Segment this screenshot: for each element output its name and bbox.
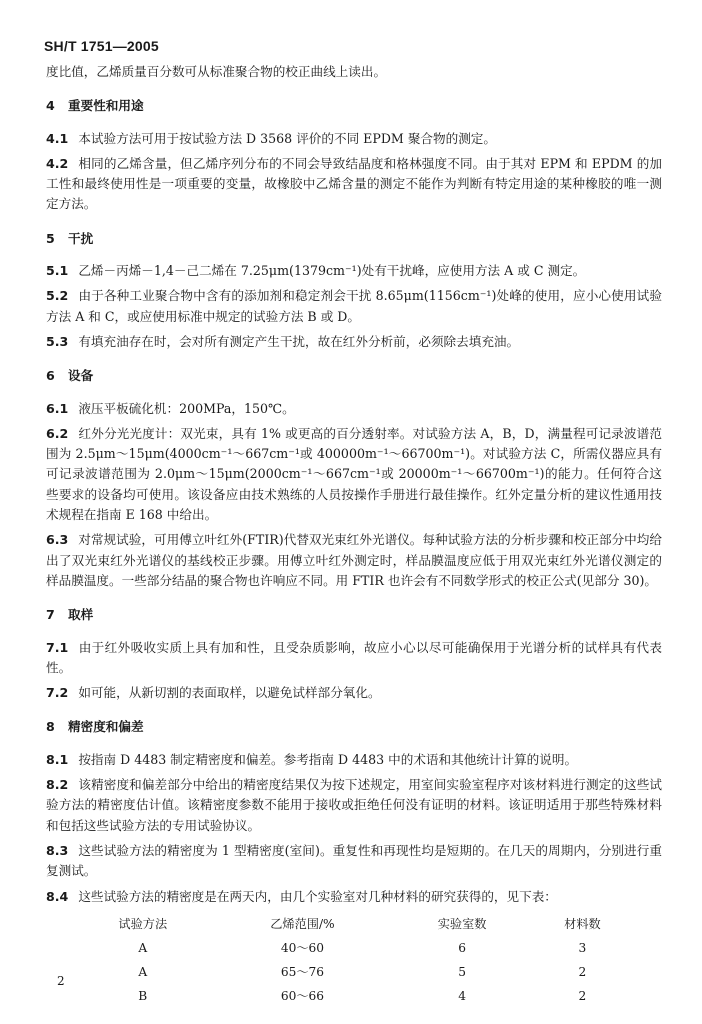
clause-8-1 [46, 750, 662, 770]
table-row [74, 984, 634, 1008]
table-row [74, 936, 634, 960]
clause-number: 5.3 [46, 333, 69, 349]
clause-number: 6.1 [46, 400, 69, 416]
clause-8-3 [46, 841, 662, 882]
clause-text: 按指南 D 4483 制定精密度和偏差。参考指南 D 4483 中的术语和其他统计计算的说明。 [78, 751, 578, 767]
clause-text: 由于红外吸收实质上具有加和性，且受杂质影响，故应小心以尽可能确保用于光谱分析的试样具有代表性。 [46, 639, 662, 675]
clause-7-1 [46, 638, 662, 679]
clause-number: 5.2 [46, 288, 69, 304]
precision-table [74, 912, 634, 1008]
clause-text: 液压平板硫化机：200MPa，150℃。 [78, 400, 295, 416]
clause-6-2 [46, 424, 662, 525]
section-number: 5 [46, 230, 55, 246]
clause-number: 8.2 [46, 777, 69, 793]
table-row [74, 960, 634, 984]
section-title: 精密度和偏差 [68, 719, 144, 735]
section-number: 8 [46, 719, 55, 735]
clause-5-3 [46, 332, 662, 352]
clause-text: 这些试验方法的精密度是在两天内，由几个实验室对几种材料的研究获得的，见下表： [78, 888, 557, 904]
section-4-heading [46, 96, 662, 116]
clause-text: 这些试验方法的精密度为 1 型精密度(室间)。重复性和再现性均是短期的。在几天的周期内，分别进行重复测试。 [46, 842, 662, 879]
table-header-row [74, 912, 634, 936]
table-header-cell: 材料数 [564, 916, 601, 931]
table-cell: 60～66 [280, 988, 325, 1003]
section-number: 6 [46, 368, 55, 384]
table-header-cell: 试验方法 [118, 916, 168, 931]
table-cell: B [138, 988, 148, 1003]
table-cell: 40～60 [280, 940, 325, 955]
page-content [46, 62, 662, 1008]
clause-8-4 [46, 887, 662, 907]
clause-4-1 [46, 129, 662, 149]
clause-7-2 [46, 683, 662, 703]
table-cell: A [138, 940, 148, 955]
clause-text: 对常规试验，可用傅立叶红外(FTIR)代替双光束红外光谱仪。每种试验方法的分析步骤和校正部分中均给出了双光束红外光谱仪的基线校正步骤。用傅立叶红外测定时，样品膜温度应低于用双光束红外光谱仪测定的样品膜温度。一些部分结晶的聚合物也许响应不同。用 FTIR 也许会有不同数学形式的校正公式(见部分 30)。 [46, 532, 662, 588]
clause-5-1 [46, 261, 662, 281]
clause-6-1 [46, 399, 662, 419]
table-cell: 4 [458, 988, 466, 1003]
clause-number: 6.3 [46, 532, 69, 548]
section-5-heading [46, 229, 662, 249]
section-6-heading [46, 366, 662, 386]
clause-text: 本试验方法可用于按试验方法 D 3568 评价的不同 EPDM 聚合物的测定。 [78, 130, 496, 146]
table-header-cell: 实验室数 [437, 916, 487, 931]
clause-number: 4.1 [46, 130, 69, 146]
clause-text: 相同的乙烯含量，但乙烯序列分布的不同会导致结晶度和格林强度不同。由于其对 EPM 和 EPDM 的加工性和最终使用性是一项重要的变量，故橡胶中乙烯含量的测定不能作为判断有特定用途的某种橡胶的唯一测定方法。 [46, 155, 662, 212]
table-cell: A [138, 964, 148, 979]
clause-text: 有填充油存在时，会对所有测定产生干扰，故在红外分析前，必须除去填充油。 [78, 333, 520, 349]
clause-number: 7.1 [46, 639, 69, 655]
clause-4-2 [46, 154, 662, 215]
table-cell: 5 [458, 964, 466, 979]
table-cell: 2 [578, 988, 587, 1003]
clause-text: 由于各种工业聚合物中含有的添加剂和稳定剂会干扰 8.65μm(1156cm⁻¹)处峰的使用，应小心使用试验方法 A 和 C，或应使用标准中规定的试验方法 B 或 D。 [46, 288, 662, 324]
intro-line: 度比值，乙烯质量百分数可从标准聚合物的校正曲线上读出。 [46, 64, 387, 79]
table-cell: 6 [458, 940, 466, 955]
clause-text: 该精密度和偏差部分中给出的精密度结果仅为按下述规定，用室间实验室程序对该材料进行测定的这些试验方法的精密度估计值。该精密度参数不能用于接收或拒绝任何没有证明的材料。该证明适用于那些特殊材料和包括这些试验方法的专用试验协议。 [46, 777, 662, 833]
section-8-heading [46, 717, 662, 737]
clause-number: 8.4 [46, 888, 69, 904]
clause-text: 红外分光光度计：双光束，具有 1% 或更高的百分透射率。对试验方法 A，B，D，满量程可记录波谱范围为 2.5μm～15μm(4000cm⁻¹～667cm⁻¹或 400000m⁻¹～66700m⁻¹)。对试验方法 C，所需仪器应具有可记录波谱范围为 2.0μm～15μm(2000cm⁻¹～667cm⁻¹或 20000m⁻¹～66700m⁻¹)的能力。任何符合这些要求的设备均可使用。该设备应由技术熟练的人员按操作手册进行最佳操作。红外定量分析的建议性通用技术规程在指南 E 168 中给出。 [46, 425, 662, 523]
section-title: 重要性和用途 [68, 98, 144, 114]
clause-text: 乙烯－丙烯－1,4－己二烯在 7.25μm(1379cm⁻¹)处有干扰峰，应使用方法 A 或 C 测定。 [78, 263, 586, 279]
section-number: 4 [46, 98, 55, 114]
section-7-heading [46, 605, 662, 625]
section-title: 取样 [68, 607, 94, 623]
section-title: 干扰 [68, 230, 94, 246]
clause-number: 8.1 [46, 751, 69, 767]
table-cell: 65～76 [280, 964, 325, 979]
clause-5-2 [46, 286, 662, 327]
page-number: 2 [57, 974, 65, 988]
clause-text: 如可能，从新切割的表面取样，以避免试样部分氧化。 [78, 685, 381, 701]
table-cell: 3 [578, 940, 587, 955]
clause-number: 8.3 [46, 842, 69, 858]
clause-number: 5.1 [46, 263, 69, 279]
clause-8-2 [46, 775, 662, 836]
clause-number: 7.2 [46, 685, 69, 701]
table-cell: 2 [578, 964, 587, 979]
section-title: 设备 [68, 368, 94, 384]
section-number: 7 [46, 607, 55, 623]
clause-number: 4.2 [46, 155, 69, 171]
clause-number: 6.2 [46, 425, 69, 441]
clause-6-3 [46, 530, 662, 591]
table-header-cell: 乙烯范围/% [270, 916, 335, 931]
standard-code: SH/T 1751—2005 [44, 38, 159, 54]
